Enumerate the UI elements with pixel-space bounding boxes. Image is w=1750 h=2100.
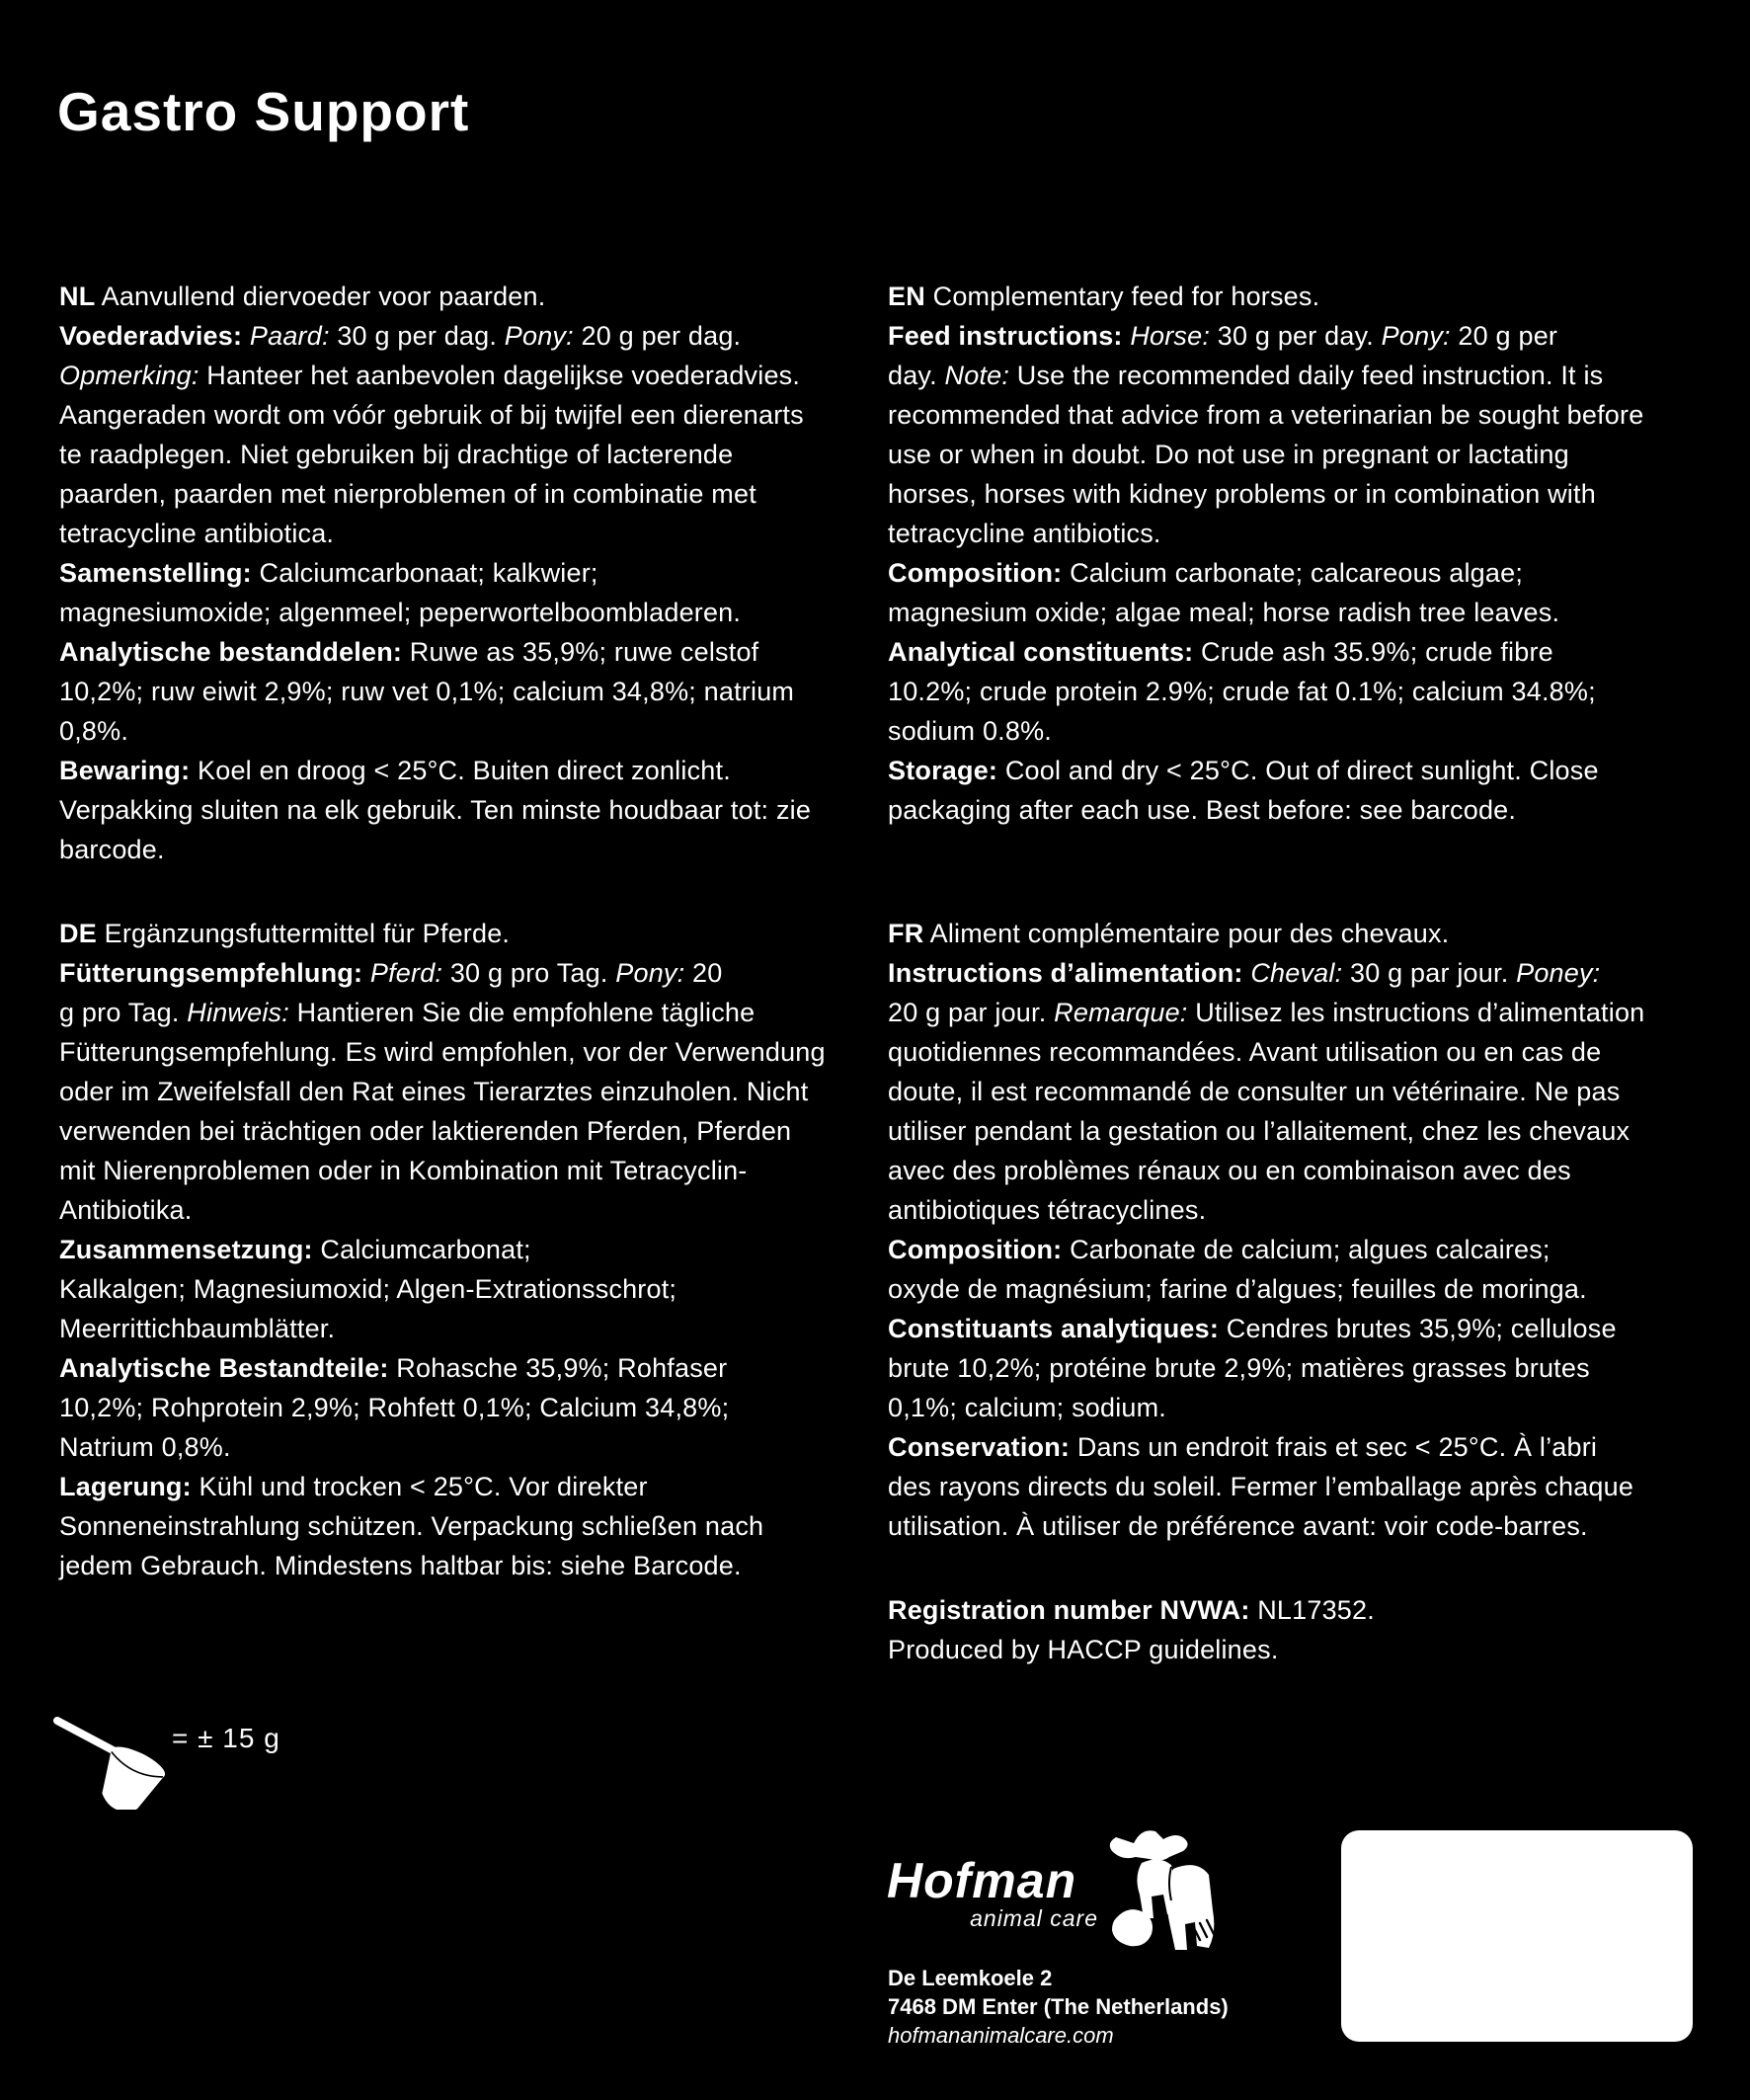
text-line: 10,2%; ruw eiwit 2,9%; ruw vet 0,1%; calcium 34,8%; natrium bbox=[59, 677, 795, 706]
text-line: Natrium 0,8%. bbox=[59, 1432, 231, 1462]
scoop-equals-text: = ± 15 g bbox=[172, 1723, 280, 1753]
section-de bbox=[59, 914, 826, 1585]
text-line: Instructions d’alimentation: Cheval: 30 g par jour. Poney: bbox=[888, 958, 1601, 988]
text-line: antibiotiques tétracyclines. bbox=[888, 1195, 1207, 1225]
barcode-placeholder bbox=[1341, 1830, 1693, 2042]
text-line: magnesiumoxide; algenmeel; peperwortelboombladeren. bbox=[59, 598, 742, 627]
text-line: horses, horses with kidney problems or in combination with bbox=[888, 479, 1596, 509]
text-line: paarden, paarden met nierproblemen of in combinatie met bbox=[59, 479, 756, 509]
text-line: oxyde de magnésium; farine d’algues; feuilles de moringa. bbox=[888, 1274, 1587, 1304]
section-en bbox=[888, 277, 1643, 830]
text-line: Voederadvies: Paard: 30 g per dag. Pony: 20 g per dag. bbox=[59, 321, 742, 351]
scoop-dosage bbox=[49, 1711, 405, 1819]
text-line: Composition: Carbonate de calcium; algues calcaires; bbox=[888, 1235, 1551, 1264]
text-line: Samenstelling: Calciumcarbonaat; kalkwier; bbox=[59, 558, 598, 588]
animal-graphic bbox=[1098, 1823, 1225, 1968]
text-line: brute 10,2%; protéine brute 2,9%; matières grasses brutes bbox=[888, 1353, 1590, 1383]
section-fr bbox=[888, 914, 1644, 1546]
text-line: Composition: Calcium carbonate; calcareous algae; bbox=[888, 558, 1524, 588]
product-title: Gastro Support bbox=[57, 81, 470, 142]
text-line: packaging after each use. Best before: see barcode. bbox=[888, 795, 1517, 825]
text-line: 0,8%. bbox=[59, 716, 129, 746]
text-line: Storage: Cool and dry < 25°C. Out of direct sunlight. Close bbox=[888, 756, 1599, 785]
registration-block bbox=[888, 1590, 1375, 1669]
text-line: NL Aanvullend diervoeder voor paarden. bbox=[59, 282, 546, 311]
text-line: tetracycline antibiotics. bbox=[888, 519, 1161, 548]
text-line: jedem Gebrauch. Mindestens haltbar bis: siehe Barcode. bbox=[59, 1551, 742, 1580]
text-line: Zusammensetzung: Calciumcarbonat; bbox=[59, 1235, 531, 1264]
text-line: Aangeraden wordt om vóór gebruik of bij twijfel een dierenarts bbox=[59, 400, 804, 430]
brand-name: Hofman bbox=[887, 1853, 1077, 1908]
text-line: verwenden bei trächtigen oder laktierenden Pferden, Pferden bbox=[59, 1116, 792, 1146]
text-line: Verpakking sluiten na elk gebruik. Ten minste houdbaar tot: zie bbox=[59, 795, 812, 825]
text-line: Produced by HACCP guidelines. bbox=[888, 1635, 1279, 1664]
text-line: Fütterungsempfehlung. Es wird empfohlen, vor der Verwendung bbox=[59, 1037, 826, 1067]
brand-tagline: animal care bbox=[970, 1905, 1098, 1931]
text-line: EN Complementary feed for horses. bbox=[888, 282, 1320, 311]
text-line: Constituants analytiques: Cendres brutes 35,9%; cellulose bbox=[888, 1314, 1617, 1343]
text-line: Fütterungsempfehlung: Pferd: 30 g pro Tag. Pony: 20 bbox=[59, 958, 723, 988]
text-line: 10.2%; crude protein 2.9%; crude fat 0.1%; calcium 34.8%; bbox=[888, 677, 1596, 706]
text-line: day. Note: Use the recommended daily feed instruction. It is bbox=[888, 361, 1604, 390]
text-line: Registration number NVWA: NL17352. bbox=[888, 1595, 1375, 1625]
text-line: Bewaring: Koel en droog < 25°C. Buiten direct zonlicht. bbox=[59, 756, 731, 785]
text-line: 20 g par jour. Remarque: Utilisez les instructions d’alimentation bbox=[888, 998, 1645, 1027]
text-line: doute, il est recommandé de consulter un vétérinaire. Ne pas bbox=[888, 1077, 1621, 1106]
text-line: utilisation. À utiliser de préférence avant: voir code-barres. bbox=[888, 1511, 1588, 1541]
text-line: mit Nierenproblemen oder in Kombination mit Tetracyclin- bbox=[59, 1156, 748, 1185]
text-line: Analytische Bestandteile: Rohasche 35,9%; Rohfaser bbox=[59, 1353, 728, 1383]
text-line: des rayons directs du soleil. Fermer l’emballage après chaque bbox=[888, 1472, 1634, 1501]
text-line: 10,2%; Rohprotein 2,9%; Rohfett 0,1%; Calcium 34,8%; bbox=[59, 1393, 730, 1422]
brand-address bbox=[888, 1964, 1229, 2050]
text-line: g pro Tag. Hinweis: Hantieren Sie die empfohlene tägliche bbox=[59, 998, 756, 1027]
text-line: Feed instructions: Horse: 30 g per day. Pony: 20 g per bbox=[888, 321, 1558, 351]
text-line: 0,1%; calcium; sodium. bbox=[888, 1393, 1167, 1422]
text-line: Lagerung: Kühl und trocken < 25°C. Vor direkter bbox=[59, 1472, 648, 1501]
text-line: Analytische bestanddelen: Ruwe as 35,9%; ruwe celstof bbox=[59, 637, 759, 667]
scoop-icon bbox=[49, 1711, 178, 1810]
text-line: Antibiotika. bbox=[59, 1195, 193, 1225]
text-line: Conservation: Dans un endroit frais et sec < 25°C. À l’abri bbox=[888, 1432, 1598, 1462]
brand-website: hofmananimalcare.com bbox=[888, 2023, 1114, 2048]
text-line: Kalkalgen; Magnesiumoxid; Algen-Extrationsschrot; bbox=[59, 1274, 677, 1304]
section-nl bbox=[59, 277, 811, 869]
text-line: DE Ergänzungsfuttermittel für Pferde. bbox=[59, 919, 511, 948]
text-line: FR Aliment complémentaire pour des chevaux. bbox=[888, 919, 1450, 948]
address-line-2: 7468 DM Enter (The Netherlands) bbox=[888, 1994, 1229, 2019]
text-line: avec des problèmes rénaux ou en combinaison avec des bbox=[888, 1156, 1571, 1185]
text-line: tetracycline antibiotica. bbox=[59, 519, 335, 548]
text-line: Opmerking: Hanteer het aanbevolen dagelijkse voederadvies. bbox=[59, 361, 801, 390]
text-line: Meerrittichbaumblätter. bbox=[59, 1314, 336, 1343]
text-line: oder im Zweifelsfall den Rat eines Tierarztes einzuholen. Nicht bbox=[59, 1077, 809, 1106]
text-line: Analytical constituents: Crude ash 35.9%; crude fibre bbox=[888, 637, 1553, 667]
text-line: utiliser pendant la gestation ou l’allaitement, chez les chevaux bbox=[888, 1116, 1631, 1146]
text-line: Sonneneinstrahlung schützen. Verpackung schließen nach bbox=[59, 1511, 764, 1541]
text-line: te raadplegen. Niet gebruiken bij drachtige of lacterende bbox=[59, 440, 734, 469]
address-line-1: De Leemkoele 2 bbox=[888, 1966, 1053, 1990]
text-line: use or when in doubt. Do not use in pregnant or lactating bbox=[888, 440, 1569, 469]
text-line: quotidiennes recommandées. Avant utilisation ou en cas de bbox=[888, 1037, 1602, 1067]
text-line: sodium 0.8%. bbox=[888, 716, 1052, 746]
text-line: magnesium oxide; algae meal; horse radish tree leaves. bbox=[888, 598, 1560, 627]
text-line: recommended that advice from a veterinarian be sought before bbox=[888, 400, 1644, 430]
text-line: barcode. bbox=[59, 835, 165, 864]
